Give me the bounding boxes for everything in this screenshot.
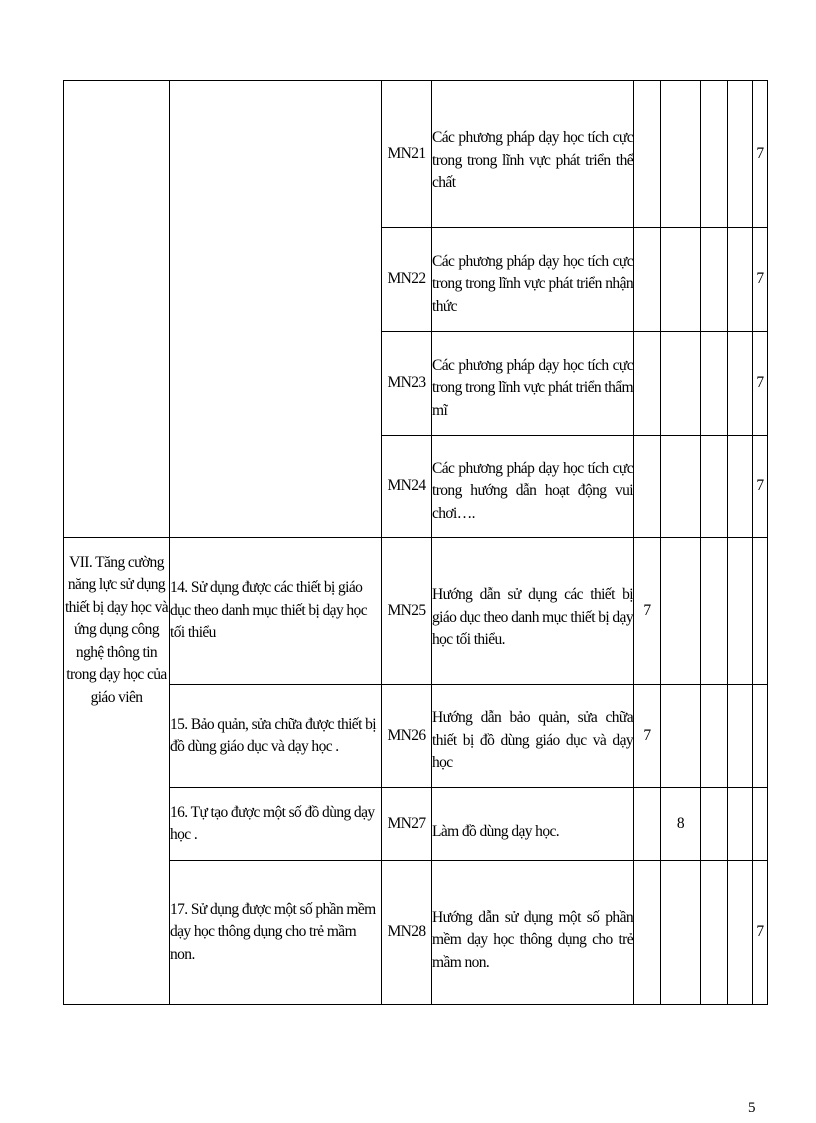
col-2-value (661, 685, 701, 788)
col-5-value: 7 (753, 861, 768, 1005)
col-5-value: 7 (753, 332, 768, 436)
col-3-value (701, 228, 728, 332)
col-2-value (661, 436, 701, 538)
module-code: MN27 (382, 788, 432, 861)
col-3-value (701, 685, 728, 788)
standard-cell: 15. Bảo quản, sửa chữa được thiết bị đồ dùng giáo dục và dạy học . (170, 685, 382, 788)
module-content: Hướng dẫn bảo quản, sửa chữa thiết bị đồ dùng giáo dục và dạy học (432, 685, 634, 788)
module-code: MN24 (382, 436, 432, 538)
training-content-table (63, 80, 768, 1005)
col-4-value (728, 685, 753, 788)
module-content: Hướng dẫn sử dụng một số phần mềm dạy học thông dụng cho trẻ mầm non. (432, 861, 634, 1005)
col-3-value (701, 81, 728, 228)
page-number: 5 (748, 1100, 756, 1116)
col-3-value (701, 332, 728, 436)
col-4-value (728, 228, 753, 332)
col-4-value (728, 332, 753, 436)
col-1-value (634, 436, 661, 538)
col-3-value (701, 436, 728, 538)
table-row (64, 81, 768, 228)
col-4-value (728, 861, 753, 1005)
module-content: Các phương pháp dạy học tích cực trong trong lĩnh vực phát triển thể chất (432, 81, 634, 228)
col-1-value (634, 81, 661, 228)
table-row (64, 685, 768, 788)
module-content: Các phương pháp dạy học tích cực trong trong lĩnh vực phát triển thẩm mĩ (432, 332, 634, 436)
col-2-value (661, 228, 701, 332)
col-1-value (634, 228, 661, 332)
col-5-value: 7 (753, 228, 768, 332)
module-content: Các phương pháp dạy học tích cực trong hướng dẫn hoạt động vui chơi…. (432, 436, 634, 538)
col-4-value (728, 538, 753, 685)
table-row (64, 861, 768, 1005)
standard-cell: 14. Sử dụng được các thiết bị giáo dục theo danh mục thiết bị dạy học tối thiểu (170, 538, 382, 685)
module-content: Hướng dẫn sử dụng các thiết bị giáo dục theo danh mục thiết bị dạy học tối thiểu. (432, 538, 634, 685)
col-4-value (728, 81, 753, 228)
col-5-value: 7 (753, 81, 768, 228)
col-2-value (661, 538, 701, 685)
module-content: Các phương pháp dạy học tích cực trong trong lĩnh vực phát triển nhận thức (432, 228, 634, 332)
col-1-value (634, 332, 661, 436)
col-2-value (661, 81, 701, 228)
table-row (64, 788, 768, 861)
col-5-value: 7 (753, 436, 768, 538)
col-5-value (753, 538, 768, 685)
table-row (64, 538, 768, 685)
col-4-value (728, 436, 753, 538)
module-code: MN21 (382, 81, 432, 228)
standard-cell: 17. Sử dụng được một số phần mềm dạy học thông dụng cho trẻ mầm non. (170, 861, 382, 1005)
col-1-value: 7 (634, 685, 661, 788)
area-cell (64, 81, 170, 538)
module-code: MN28 (382, 861, 432, 1005)
col-1-value: 7 (634, 538, 661, 685)
col-3-value (701, 788, 728, 861)
module-content: Làm đồ dùng dạy học. (432, 788, 634, 861)
col-1-value (634, 861, 661, 1005)
module-code: MN22 (382, 228, 432, 332)
area-cell: VII. Tăng cường năng lực sử dụng thiết bị dạy học và ứng dụng công nghệ thông tin trong dạy học của giáo viên (64, 538, 170, 1005)
col-3-value (701, 861, 728, 1005)
col-3-value (701, 538, 728, 685)
standard-cell (170, 81, 382, 538)
col-1-value (634, 788, 661, 861)
col-2-value: 8 (661, 788, 701, 861)
col-2-value (661, 861, 701, 1005)
module-code: MN23 (382, 332, 432, 436)
module-code: MN26 (382, 685, 432, 788)
standard-cell: 16. Tự tạo được một số đồ dùng dạy học . (170, 788, 382, 861)
col-5-value (753, 685, 768, 788)
module-code: MN25 (382, 538, 432, 685)
col-5-value (753, 788, 768, 861)
col-2-value (661, 332, 701, 436)
col-4-value (728, 788, 753, 861)
